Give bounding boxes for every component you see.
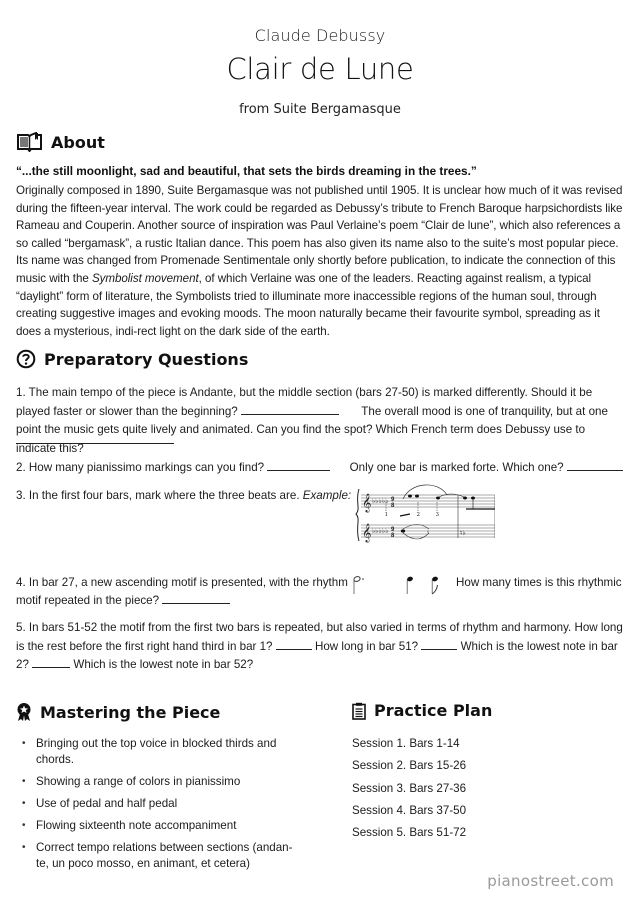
beat-label-1: 1 <box>384 512 388 518</box>
practice-plan-heading-text: Practice Plan <box>374 701 493 720</box>
about-paragraph <box>16 182 628 340</box>
beat-label-2: 2 <box>416 512 420 518</box>
about-paragraph-italic: Symbolist movement <box>91 271 199 285</box>
svg-text:𝄞: 𝄞 <box>362 523 372 542</box>
score-example <box>355 483 495 545</box>
answer-blank-q4[interactable] <box>162 593 230 604</box>
mastering-item: • Flowing sixteenth note accompaniment <box>22 818 302 834</box>
question-1-text-a: 1. The main tempo of the piece is Andante, but the middle section (bars 27-50) is marked differently. Should it be played faster or slower than the beginning? <box>16 386 593 418</box>
composer-name: Claude Debussy <box>254 26 386 45</box>
question-5-text-a: 5. In bars 51-52 the motif from the first two bars is repeated, but also varied in terms of rhythm and harmony. How long is the rest before the first right hand third in bar 1? <box>16 621 623 653</box>
question-4-line1 <box>16 574 356 593</box>
question-1 <box>16 384 628 458</box>
practice-session: Session 1. Bars 1-14 <box>352 737 460 750</box>
practice-plan-heading <box>352 701 492 720</box>
answer-blank-q1-term[interactable] <box>16 433 174 444</box>
question-3 <box>16 487 356 506</box>
svg-text:9: 9 <box>391 527 395 533</box>
question-4-text-b-end: motif repeated in the piece? <box>16 594 160 607</box>
svg-text:♭♭♭♭♭: ♭♭♭♭♭ <box>372 497 389 505</box>
question-1-text-b: The overall mood is one of tranquility, but at one point the music gets quite lively and animated. Can you find the spot? Which French term does Debussy use to indicate this? <box>16 404 608 455</box>
mastering-list <box>22 736 302 878</box>
question-2-text-b: Only one bar is marked forte. Which one? <box>349 461 564 474</box>
award-ribbon-icon <box>16 702 32 722</box>
svg-text:♮: ♮ <box>427 530 430 536</box>
about-paragraph-part1: Originally composed in 1890, Suite Bergamasque was not published until 1905. It is unclear how much of it was revised during the fifteen-year interval. The work could be regarded as Debussy’s tribute to French Baroque harpsichordists like Rameau and Couperin. Another source of inspiration was Paul Verlaine’s poem “Clair de lune”, which also references a so called “bergamask”, a rustic Italian dance. This poem has also given its name also to the suite’s most popular piece. Its name was changed from Promenade Sentimentale only shortly before publication, to indicate the connection of this music with the <box>16 184 623 285</box>
svg-text:8: 8 <box>391 533 395 539</box>
practice-plan-list <box>352 733 466 844</box>
mastering-item: • Bringing out the top voice in blocked thirds and chords. <box>22 736 302 768</box>
beat-label-3: 3 <box>435 512 439 518</box>
answer-blank-q5-bar51[interactable] <box>421 639 457 650</box>
about-heading-text: About <box>51 132 105 152</box>
piece-title: Clair de Lune <box>226 52 414 86</box>
question-3-text: 3. In the first four bars, mark where the three beats are. <box>16 489 300 502</box>
practice-session: Session 5. Bars 51-72 <box>352 826 467 840</box>
answer-blank-q5-bar2[interactable] <box>32 657 70 668</box>
question-2 <box>16 459 628 478</box>
svg-text:8: 8 <box>391 503 395 509</box>
clipboard-icon <box>352 702 366 720</box>
practice-session: Session 2. Bars 15-26 <box>352 759 467 773</box>
mastering-item: • Showing a range of colors in pianissimo <box>22 774 302 790</box>
question-4-line1b <box>456 574 631 593</box>
practice-session: Session 3. Bars 27-36 <box>352 781 467 795</box>
mastering-heading-text: Mastering the Piece <box>40 702 221 722</box>
svg-text:♭♭♭♭♭: ♭♭♭♭♭ <box>372 527 389 535</box>
mastering-item: • Use of pedal and half pedal <box>22 796 302 812</box>
mastering-heading <box>16 702 220 722</box>
piece-subtitle: from Suite Bergamasque <box>239 102 401 117</box>
answer-blank-q2-forte[interactable] <box>567 460 623 471</box>
question-5-text-b: How long in bar 51? <box>314 639 419 653</box>
answer-blank-q5-bar1[interactable] <box>276 639 312 650</box>
mastering-item: • Correct tempo relations between sections (andan-te, un poco mosso, en animant, et cetera) <box>22 840 302 872</box>
questions-heading-text: Preparatory Questions <box>44 349 249 369</box>
open-book-icon <box>16 132 43 152</box>
question-5-text-c: Which is the lowest note in bar 2? <box>16 639 618 671</box>
answer-blank-q1-tempo[interactable] <box>241 404 339 415</box>
about-paragraph-part2: , of which Verlaine was one of the leaders. Reacting against realism, a typical “daylight” form of literature, the Symbolists tried to illuminate more inaccessible regions of the human soul, through creating suggestive images and evoking moods. The moon naturally became their favourite symbol, spreading as it does a mysterious, indi-rect light on the dark side of the earth. <box>16 271 600 338</box>
question-4-text-b-start: How many times is this rhythmic <box>456 576 622 589</box>
practice-session: Session 4. Bars 37-50 <box>352 803 467 817</box>
question-2-text-a: 2. How many pianissimo markings can you find? <box>16 461 265 474</box>
question-4-line2 <box>16 592 628 611</box>
question-circle-icon <box>16 349 36 369</box>
about-heading <box>16 132 105 152</box>
about-quote: “...the still moonlight, sad and beautiful, that sets the birds dreaming in the trees.” <box>16 164 477 178</box>
question-5-text-d: Which is the lowest note in bar 52? <box>73 658 254 671</box>
question-4-text-a: 4. In bar 27, a new ascending motif is presented, with the rhythm <box>16 576 348 589</box>
svg-text:9: 9 <box>391 497 395 503</box>
questions-heading <box>16 349 248 369</box>
svg-text:𝄞: 𝄞 <box>362 493 372 512</box>
svg-text:♮♭: ♮♭ <box>460 530 466 537</box>
answer-blank-q2-pp[interactable] <box>267 460 330 471</box>
question-3-example-label: Example: <box>302 489 352 502</box>
brand-footer: pianostreet.com <box>487 872 614 890</box>
question-5 <box>16 619 628 675</box>
